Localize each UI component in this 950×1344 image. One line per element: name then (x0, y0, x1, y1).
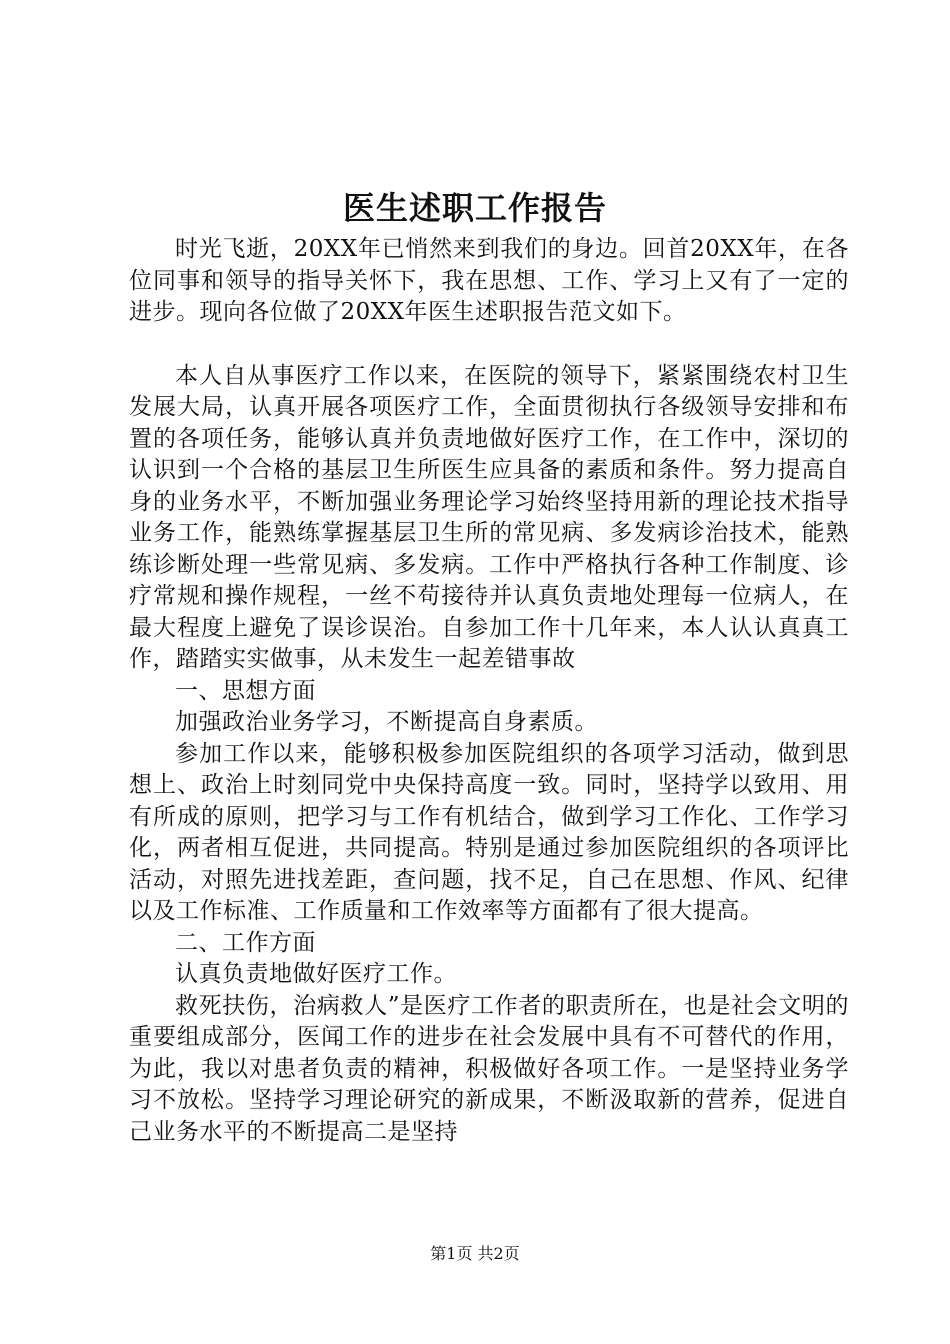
body-paragraph: 认真负责地做好医疗工作。 (175, 961, 457, 987)
intro-paragraph: 时光飞逝，20XX年已悄然来到我们的身边。回首20XX年，在各位同事和领导的指导关怀下，我在思想、工作、学习上又有了一定的进步。现向各位做了20XX年医生述职报告范文如下。 (129, 236, 849, 325)
section-heading: 二、工作方面 (175, 929, 316, 956)
document-body (129, 234, 849, 1148)
section-heading: 一、思想方面 (175, 677, 316, 704)
body-paragraph: 救死扶伤，治病救人”是医疗工作者的职责所在，也是社会文明的重要组成部分，医闻工作的进步在社会发展中具有不可替代的作用，为此，我以对患者负责的精神，积极做好各项工作。一是坚持业务学习不放松。坚持学习理论研究的新成果，不断汲取新的营养，促进自己业务水平的不断提高二是坚持 (129, 992, 849, 1145)
body-paragraph: 本人自从事医疗工作以来，在医院的领导下，紧紧围绕农村卫生发展大局，认真开展各项医疗工作，全面贯彻执行各级领导安排和布置的各项任务，能够认真并负责地做好医疗工作，在工作中，深切的认识到一个合格的基层卫生所医生应具备的素质和条件。努力提高自身的业务水平，不断加强业务理论学习始终坚持用新的理论技术指导业务工作，能熟练掌握基层卫生所的常见病、多发病诊治技术，能熟练诊断处理一些常见病、多发病。工作中严格执行各种工作制度、诊疗常规和操作规程，一丝不苟接待并认真负责地处理每一位病人，在最大程度上避免了误诊误治。自参加工作十几年来，本人认认真真工作，踏踏实实做事，从未发生一起差错事故 (129, 362, 849, 672)
body-paragraph: 参加工作以来，能够积极参加医院组织的各项学习活动，做到思想上、政治上时刻同党中央保持高度一致。同时，坚持学以致用、用有所成的原则，把学习与工作有机结合，做到学习工作化、工作学习化，两者相互促进，共同提高。特别是通过参加医院组织的各项评比活动，对照先进找差距，查问题，找不足，自己在思想、作风、纪律以及工作标准、工作质量和工作效率等方面都有了很大提高。 (129, 740, 849, 924)
body-paragraph: 加强政治业务学习，不断提高自身素质。 (175, 709, 598, 735)
paragraph-spacer (129, 329, 849, 361)
page-number-footer: 第1页 共2页 (430, 1244, 520, 1263)
document-title: 医生述职工作报告 (342, 189, 607, 227)
